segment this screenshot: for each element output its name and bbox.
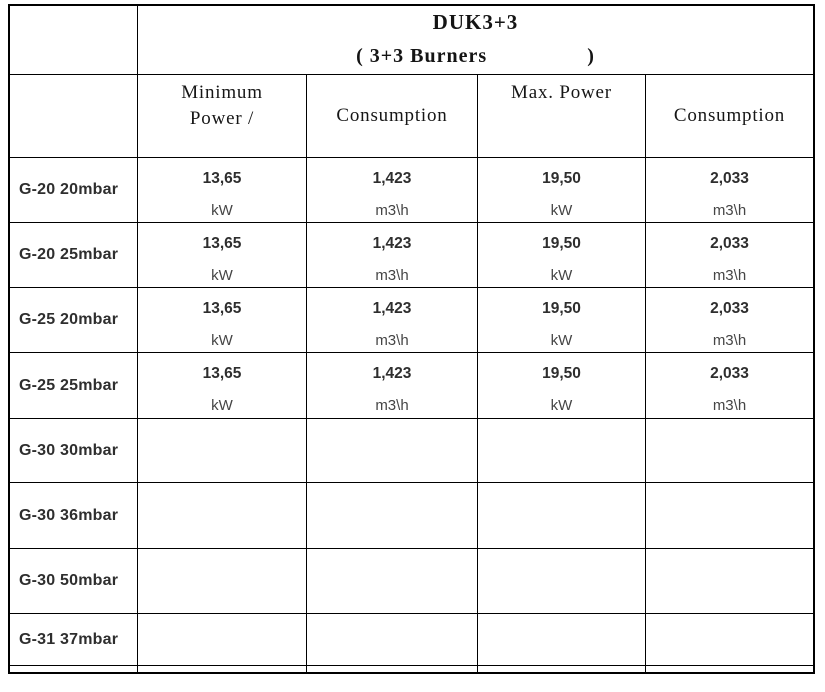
min-consumption-cell xyxy=(306,223,477,287)
max-power-cell xyxy=(477,614,645,665)
gas-type-cell xyxy=(10,158,137,222)
min-power-cell xyxy=(137,223,306,287)
max-consumption-cell xyxy=(645,549,813,613)
min-consumption-value: 1,423 xyxy=(372,170,412,187)
header-max-power-label: Max. Power xyxy=(511,82,612,103)
min-consumption-value: 1,423 xyxy=(372,235,412,252)
max-consumption-value: 2,033 xyxy=(710,365,749,382)
cutoff-cell xyxy=(10,666,137,672)
max-power-cell xyxy=(477,419,645,482)
gas-type-label: G-25 25mbar xyxy=(19,376,119,394)
min-power-value: 13,65 xyxy=(202,170,242,187)
min-consumption-cell xyxy=(306,614,477,665)
header-max-consumption-label: Consumption xyxy=(673,105,786,126)
header-max-consumption xyxy=(645,75,813,157)
model-title: DUK3+3 xyxy=(432,10,519,34)
min-power-unit: kW xyxy=(211,332,233,349)
max-consumption-cell xyxy=(645,614,813,665)
table-row-g31-37mbar xyxy=(10,613,813,665)
table-row-g20-25mbar xyxy=(10,222,813,287)
max-power-value: 19,50 xyxy=(542,365,581,382)
max-consumption-unit: m3\h xyxy=(712,397,747,414)
gas-type-cell xyxy=(10,288,137,352)
header-min-consumption-label: Consumption xyxy=(336,105,448,126)
min-consumption-unit: m3\h xyxy=(375,332,409,349)
cutoff-cell xyxy=(137,666,306,672)
max-power-cell xyxy=(477,288,645,352)
title-row xyxy=(10,6,813,74)
gas-type-cell xyxy=(10,353,137,418)
max-power-cell xyxy=(477,353,645,418)
max-power-unit: kW xyxy=(550,397,573,414)
max-consumption-unit: m3\h xyxy=(712,202,747,219)
min-power-unit: kW xyxy=(211,397,233,414)
min-power-value: 13,65 xyxy=(202,235,242,252)
header-min-power-line2: Power / xyxy=(189,108,255,129)
max-power-unit: kW xyxy=(550,267,573,284)
table-row-g30-50mbar xyxy=(10,548,813,613)
max-power-unit: kW xyxy=(550,202,573,219)
min-power-cell xyxy=(137,614,306,665)
min-consumption-cell xyxy=(306,158,477,222)
min-power-unit: kW xyxy=(211,267,233,284)
max-power-cell xyxy=(477,223,645,287)
max-power-value: 19,50 xyxy=(542,300,581,317)
gas-type-label: G-25 20mbar xyxy=(19,311,119,328)
min-consumption-cell xyxy=(306,288,477,352)
max-consumption-unit: m3\h xyxy=(712,267,747,284)
min-consumption-cell xyxy=(306,483,477,548)
max-consumption-value: 2,033 xyxy=(710,170,749,187)
min-power-cell xyxy=(137,158,306,222)
max-consumption-cell xyxy=(645,483,813,548)
header-min-power xyxy=(137,75,306,157)
column-header-row xyxy=(10,74,813,157)
title-row-empty-cell xyxy=(10,6,137,74)
header-max-power xyxy=(477,75,645,157)
gas-type-cell xyxy=(10,549,137,613)
model-title-cell xyxy=(137,6,813,74)
table-row-g25-25mbar xyxy=(10,352,813,418)
max-consumption-cell xyxy=(645,353,813,418)
burners-subtitle-open: ( 3+3 Burners xyxy=(356,45,488,67)
min-power-unit: kW xyxy=(211,202,233,219)
table-row-g30-36mbar xyxy=(10,482,813,548)
cutoff-cell xyxy=(477,666,645,672)
gas-type-label: G-30 50mbar xyxy=(19,572,119,589)
max-consumption-cell xyxy=(645,419,813,482)
max-consumption-cell xyxy=(645,288,813,352)
cutoff-row xyxy=(10,665,813,672)
header-min-consumption xyxy=(306,75,477,157)
min-consumption-cell xyxy=(306,353,477,418)
min-consumption-value: 1,423 xyxy=(372,365,412,382)
gas-type-cell xyxy=(10,419,137,482)
cutoff-cell xyxy=(645,666,813,672)
min-consumption-cell xyxy=(306,419,477,482)
max-power-value: 19,50 xyxy=(542,170,581,187)
max-consumption-value: 2,033 xyxy=(710,300,749,317)
min-consumption-unit: m3\h xyxy=(375,397,409,414)
cutoff-cell xyxy=(306,666,477,672)
gas-type-cell xyxy=(10,223,137,287)
header-empty-cell xyxy=(10,75,137,157)
table-row-g20-20mbar xyxy=(10,157,813,222)
gas-type-cell xyxy=(10,614,137,665)
max-consumption-cell xyxy=(645,223,813,287)
min-consumption-value: 1,423 xyxy=(372,300,412,317)
gas-type-label: G-20 20mbar xyxy=(19,181,119,198)
table-row-g30-30mbar xyxy=(10,418,813,482)
max-consumption-value: 2,033 xyxy=(710,235,749,252)
max-power-cell xyxy=(477,549,645,613)
min-power-value: 13,65 xyxy=(202,300,242,317)
burners-subtitle-close: ) xyxy=(587,45,595,67)
gas-type-label: G-30 36mbar xyxy=(19,506,119,524)
gas-type-label: G-20 25mbar xyxy=(19,246,119,263)
min-power-cell xyxy=(137,549,306,613)
max-power-cell xyxy=(477,483,645,548)
gas-type-label: G-31 37mbar xyxy=(19,630,119,648)
max-power-cell xyxy=(477,158,645,222)
burner-spec-table xyxy=(8,4,815,674)
min-power-cell xyxy=(137,353,306,418)
min-consumption-cell xyxy=(306,549,477,613)
min-power-cell xyxy=(137,288,306,352)
max-power-unit: kW xyxy=(550,332,573,349)
min-power-cell xyxy=(137,419,306,482)
max-power-value: 19,50 xyxy=(542,235,581,252)
min-power-cell xyxy=(137,483,306,548)
min-consumption-unit: m3\h xyxy=(375,267,409,284)
table-row-g25-20mbar xyxy=(10,287,813,352)
gas-type-cell xyxy=(10,483,137,548)
burners-subtitle xyxy=(356,43,595,69)
max-consumption-unit: m3\h xyxy=(712,332,747,349)
min-power-value: 13,65 xyxy=(202,365,242,382)
gas-type-label: G-30 30mbar xyxy=(19,441,119,459)
min-consumption-unit: m3\h xyxy=(375,202,409,219)
max-consumption-cell xyxy=(645,158,813,222)
header-min-power-line1: Minimum xyxy=(181,82,263,103)
